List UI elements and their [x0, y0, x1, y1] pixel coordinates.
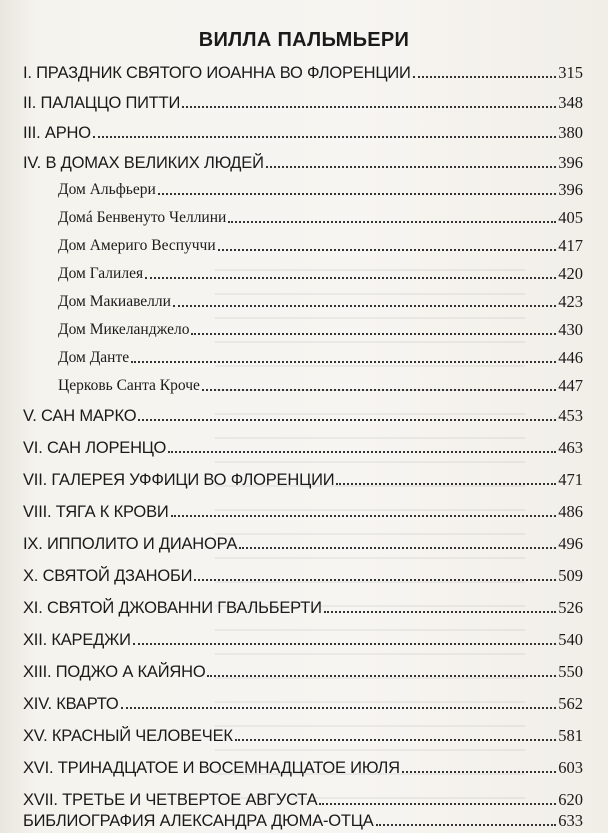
toc-page-number: 633: [558, 811, 583, 830]
toc-entry[interactable]: [23, 689, 583, 713]
toc-entry-label: VI. САН ЛОРЕНЦО: [23, 439, 167, 457]
toc-subentry-label: Дом Данте: [58, 349, 130, 366]
toc-page-number: 417: [558, 236, 583, 255]
dot-leader: [235, 739, 556, 741]
toc-page-number: 405: [558, 208, 583, 227]
toc-entry-label: I. ПРАЗДНИК СВЯТОГО ИОАННА ВО ФЛОРЕНЦИИ: [23, 64, 411, 82]
toc-page-number: 447: [558, 376, 583, 395]
toc-subentry-label: Домá Бенвенуто Челлини: [58, 209, 227, 226]
toc-entry[interactable]: [23, 529, 583, 553]
toc-subentry[interactable]: [58, 175, 583, 199]
dot-leader: [324, 611, 557, 613]
toc-entry[interactable]: [23, 593, 583, 617]
dot-leader: [138, 419, 556, 421]
toc-page-number: 453: [558, 406, 583, 425]
toc-page-number: 463: [558, 438, 583, 457]
toc-subentry[interactable]: [58, 287, 583, 311]
toc-entry-label: IX. ИППОЛИТО И ДИАНОРА: [23, 535, 238, 553]
dot-leader: [171, 515, 557, 517]
toc-entry[interactable]: [23, 785, 583, 809]
toc-entry[interactable]: [23, 118, 583, 142]
dot-leader: [376, 824, 557, 826]
toc-entry-label: III. АРНО: [23, 124, 91, 142]
toc-page-number: 540: [558, 630, 583, 649]
toc-page-number: 430: [558, 320, 583, 339]
dot-leader: [207, 675, 556, 677]
toc-entry-label: VIII. ТЯГА К КРОВИ: [23, 503, 169, 521]
toc-page-number: 581: [558, 726, 583, 745]
dot-leader: [239, 547, 556, 549]
dot-leader: [194, 579, 556, 581]
dot-leader: [266, 166, 556, 168]
dot-leader: [402, 771, 556, 773]
toc-entry-label: IV. В ДОМАХ ВЕЛИКИХ ЛЮДЕЙ: [23, 154, 264, 172]
toc-entry[interactable]: [23, 148, 583, 172]
toc-entry-label: XII. КАРЕДЖИ: [23, 631, 131, 649]
dot-leader: [158, 193, 557, 195]
toc-page-number: 396: [558, 180, 583, 199]
dot-leader: [145, 277, 556, 279]
dot-leader: [336, 483, 556, 485]
toc-page-number: 562: [558, 694, 583, 713]
toc-entry-label: VII. ГАЛЕРЕЯ УФФИЦИ ВО ФЛОРЕНЦИИ: [23, 471, 335, 489]
toc-entry[interactable]: [23, 812, 583, 830]
toc-entry-label: XIII. ПОДЖО А КАЙЯНО: [23, 663, 206, 681]
toc-page-number: 496: [558, 534, 583, 553]
toc-entry[interactable]: [23, 465, 583, 489]
toc-entry[interactable]: [23, 721, 583, 745]
toc-page-number: 348: [558, 93, 583, 112]
toc-subentry[interactable]: [58, 371, 583, 395]
toc-entry[interactable]: [23, 753, 583, 777]
dot-leader: [93, 136, 556, 138]
toc-entry-label: XV. КРАСНЫЙ ЧЕЛОВЕЧЕК: [23, 727, 233, 745]
toc-entry[interactable]: [23, 58, 583, 82]
dot-leader: [319, 803, 556, 805]
dot-leader: [182, 106, 556, 108]
toc-entry[interactable]: [23, 88, 583, 112]
dot-leader: [168, 451, 556, 453]
toc-subentry[interactable]: [58, 231, 583, 255]
toc-subentry[interactable]: [58, 343, 583, 367]
toc-subentry-label: Церковь Санта Кроче: [58, 377, 200, 394]
toc-page-number: 380: [558, 123, 583, 142]
toc-entry[interactable]: [23, 657, 583, 681]
toc-subentry-label: Дом Америго Веспуччи: [58, 237, 216, 254]
toc-subentry-label: Дом Галилея: [58, 265, 144, 282]
toc-entry-label: X. СВЯТОЙ ДЗАНОБИ: [23, 567, 193, 585]
dot-leader: [131, 361, 556, 363]
toc-page-number: 471: [558, 470, 583, 489]
toc-subentry[interactable]: [58, 259, 583, 283]
toc-entry[interactable]: [23, 497, 583, 521]
dot-leader: [228, 221, 556, 223]
dot-leader: [413, 76, 557, 78]
toc-entry-label: XIV. КВАРТО: [23, 695, 119, 713]
toc-page-number: 423: [558, 292, 583, 311]
toc-page-number: 315: [558, 63, 583, 82]
toc-subentry-label: Дом Макиавелли: [58, 293, 171, 310]
toc-entry[interactable]: [23, 625, 583, 649]
toc-subentry[interactable]: [58, 315, 583, 339]
toc-page-number: 620: [558, 790, 583, 809]
toc-entry-label: XI. СВЯТОЙ ДЖОВАННИ ГВАЛЬБЕРТИ: [23, 599, 322, 617]
toc-page-number: 526: [558, 598, 583, 617]
toc-page-number: 420: [558, 264, 583, 283]
dot-leader: [121, 707, 557, 709]
toc-page-number: 446: [558, 348, 583, 367]
toc-page-number: 486: [558, 502, 583, 521]
toc-subentry[interactable]: [58, 203, 583, 227]
toc-page-number: 509: [558, 566, 583, 585]
toc-entry-label: БИБЛИОГРАФИЯ АЛЕКСАНДРА ДЮМА-ОТЦА: [23, 812, 374, 830]
dot-leader: [218, 249, 557, 251]
toc-entry-label: V. САН МАРКО: [23, 407, 137, 425]
toc-entry-label: XVI. ТРИНАДЦАТОЕ И ВОСЕМНАДЦАТОЕ ИЮЛЯ: [23, 759, 400, 777]
dot-leader: [202, 389, 556, 391]
toc-page-number: 396: [558, 153, 583, 172]
dot-leader: [173, 305, 556, 307]
toc-entry-label: XVII. ТРЕТЬЕ И ЧЕТВЕРТОЕ АВГУСТА: [23, 791, 318, 809]
toc-page-number: 603: [558, 758, 583, 777]
section-title: ВИЛЛА ПАЛЬМЬЕРИ: [198, 29, 410, 51]
dot-leader: [133, 643, 556, 645]
toc-subentry-label: Дом Микеланджело: [58, 321, 190, 338]
toc-entry-label: II. ПАЛАЦЦО ПИТТИ: [23, 94, 181, 112]
toc-entry[interactable]: [23, 433, 583, 457]
toc-page-number: 550: [558, 662, 583, 681]
dot-leader: [191, 333, 556, 335]
toc-entry[interactable]: [23, 561, 583, 585]
toc-subentry-label: Дом Альфьери: [58, 181, 156, 198]
toc-entry[interactable]: [23, 401, 583, 425]
